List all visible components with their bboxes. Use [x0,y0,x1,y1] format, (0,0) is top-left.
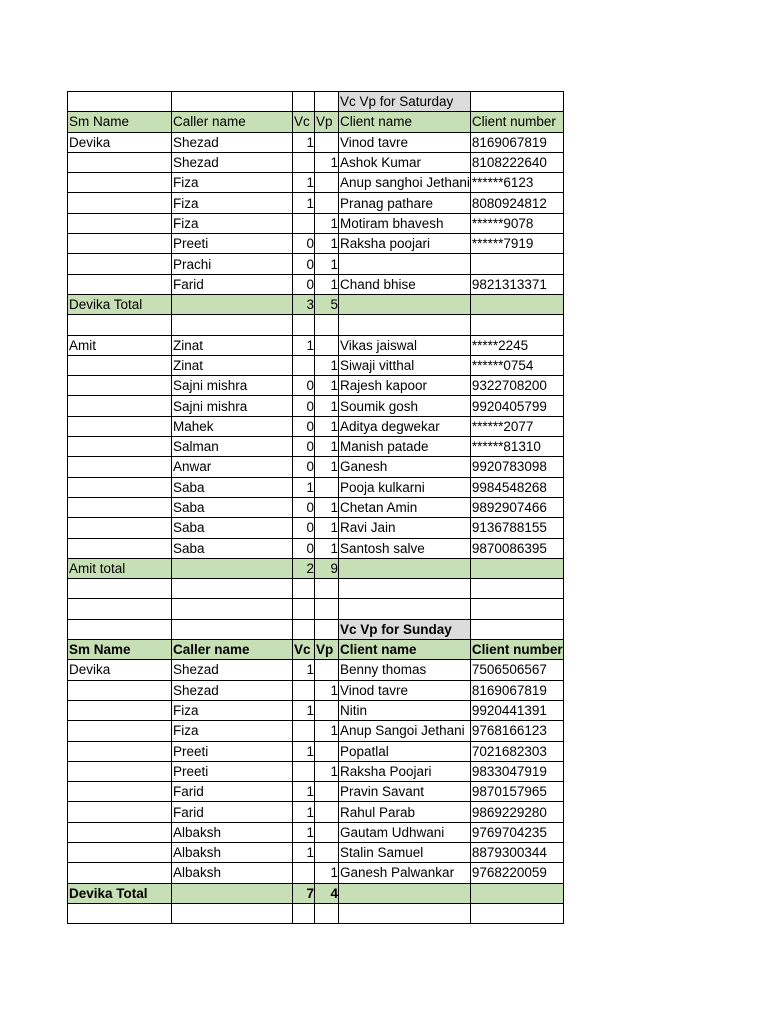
cell[interactable]: Anup Sangoi Jethani [339,721,471,741]
cell[interactable] [293,761,315,781]
table-row [68,863,564,883]
cell[interactable]: Ganesh [339,457,471,477]
cell[interactable] [68,234,172,254]
cell[interactable]: 1 [293,335,315,355]
cell[interactable] [68,497,172,517]
cell[interactable]: Devika Total [68,294,172,314]
cell[interactable]: Raksha poojari [339,234,471,254]
cell[interactable]: Zinat [172,355,293,375]
cell[interactable]: 1 [315,416,339,436]
cell[interactable] [172,92,293,112]
cell[interactable] [470,599,563,619]
cell[interactable]: Farid [172,782,293,802]
table-row [68,416,564,436]
cell[interactable] [68,538,172,558]
cell[interactable]: Pravin Savant [339,782,471,802]
cell[interactable]: 0 [293,538,315,558]
cell[interactable]: 2 [293,558,315,578]
cell[interactable]: ******81310 [470,437,563,457]
cell[interactable]: Anwar [172,457,293,477]
table-row [68,213,564,233]
cell[interactable]: Client number [470,640,563,660]
empty-row [68,315,564,335]
cell[interactable]: ******6123 [470,173,563,193]
cell[interactable]: Fiza [172,193,293,213]
table-row [68,132,564,152]
cell[interactable] [315,335,339,355]
cell[interactable] [293,355,315,375]
cell[interactable] [293,152,315,172]
cell[interactable]: Sm Name [68,640,172,660]
cell[interactable]: 0 [293,274,315,294]
cell[interactable] [315,903,339,923]
cell[interactable] [68,680,172,700]
cell[interactable]: Benny thomas [339,660,471,680]
cell[interactable]: 1 [315,396,339,416]
table-row [68,355,564,375]
table-row [68,680,564,700]
cell[interactable] [172,619,293,639]
cell[interactable] [68,903,172,923]
cell[interactable] [315,619,339,639]
cell[interactable] [293,579,315,599]
cell[interactable] [315,579,339,599]
cell[interactable]: Albaksh [172,842,293,862]
cell[interactable]: Saba [172,477,293,497]
table-row [68,741,564,761]
cell[interactable] [315,477,339,497]
cell[interactable]: 1 [293,741,315,761]
cell[interactable] [315,599,339,619]
cell[interactable]: 7 [293,883,315,903]
cell[interactable]: Aditya degwekar [339,416,471,436]
cell[interactable]: 9136788155 [470,518,563,538]
cell[interactable]: 0 [293,254,315,274]
cell[interactable]: Ravi Jain [339,518,471,538]
cell[interactable]: 9870157965 [470,782,563,802]
cell[interactable]: Albaksh [172,822,293,842]
title-row [68,619,564,639]
cell[interactable]: Fiza [172,173,293,193]
cell[interactable] [470,903,563,923]
cell[interactable]: Shezad [172,152,293,172]
cell[interactable] [68,842,172,862]
cell[interactable]: Client name [339,640,471,660]
header-row [68,640,564,660]
spreadsheet-body [68,92,564,924]
cell[interactable] [293,315,315,335]
cell[interactable] [470,619,563,639]
cell[interactable] [68,437,172,457]
table-row [68,173,564,193]
cell[interactable]: 1 [315,497,339,517]
cell[interactable]: Caller name [172,112,293,132]
cell[interactable]: Popatlal [339,741,471,761]
cell[interactable]: Vinod tavre [339,680,471,700]
cell[interactable]: 1 [293,193,315,213]
cell[interactable]: Ganesh Palwankar [339,863,471,883]
cell[interactable]: Fiza [172,213,293,233]
cell[interactable] [68,254,172,274]
cell[interactable]: Ashok Kumar [339,152,471,172]
cell[interactable] [315,92,339,112]
cell[interactable]: 0 [293,518,315,538]
cell[interactable] [339,254,471,274]
cell[interactable] [315,315,339,335]
cell[interactable]: 0 [293,234,315,254]
cell[interactable]: 0 [293,457,315,477]
cell[interactable] [68,274,172,294]
cell[interactable]: Fiza [172,700,293,720]
cell[interactable]: ******0754 [470,355,563,375]
cell[interactable]: 7021682303 [470,741,563,761]
cell[interactable]: 1 [315,376,339,396]
cell[interactable]: 9892907466 [470,497,563,517]
cell[interactable] [68,761,172,781]
cell[interactable]: Vikas jaiswal [339,335,471,355]
cell[interactable] [68,721,172,741]
cell[interactable]: Pranag pathare [339,193,471,213]
cell[interactable] [68,396,172,416]
table-row [68,234,564,254]
cell[interactable]: Sajni mishra [172,396,293,416]
cell[interactable] [68,457,172,477]
cell[interactable] [68,416,172,436]
cell[interactable] [68,315,172,335]
cell[interactable]: Farid [172,802,293,822]
table-row [68,193,564,213]
cell[interactable]: Zinat [172,335,293,355]
cell[interactable]: Mahek [172,416,293,436]
cell[interactable] [315,193,339,213]
cell[interactable] [68,193,172,213]
table-row [68,457,564,477]
cell[interactable] [293,863,315,883]
cell[interactable] [293,619,315,639]
cell[interactable] [68,518,172,538]
table-row [68,437,564,457]
cell[interactable]: 1 [315,863,339,883]
cell[interactable]: Chand bhise [339,274,471,294]
cell[interactable]: 9869229280 [470,802,563,822]
cell[interactable] [339,903,471,923]
cell[interactable]: 9768220059 [470,863,563,883]
cell[interactable] [470,883,563,903]
cell[interactable] [68,619,172,639]
cell[interactable]: ******7919 [470,234,563,254]
cell[interactable]: 9322708200 [470,376,563,396]
cell[interactable]: Vp [315,640,339,660]
cell[interactable] [339,558,471,578]
cell[interactable] [315,173,339,193]
cell[interactable]: 7506506567 [470,660,563,680]
cell[interactable]: 1 [315,274,339,294]
cell[interactable]: Gautam Udhwani [339,822,471,842]
cell[interactable] [470,315,563,335]
cell[interactable]: 8169067819 [470,680,563,700]
total-row [68,883,564,903]
cell[interactable]: ******9078 [470,213,563,233]
cell[interactable] [339,315,471,335]
table-row [68,396,564,416]
cell[interactable]: 9920441391 [470,700,563,720]
cell[interactable]: Shezad [172,132,293,152]
cell[interactable]: Devika [68,132,172,152]
cell[interactable]: 1 [293,132,315,152]
cell[interactable]: 8169067819 [470,132,563,152]
cell[interactable]: Amit [68,335,172,355]
cell[interactable]: Manish patade [339,437,471,457]
cell[interactable]: 1 [293,700,315,720]
table-row [68,152,564,172]
cell[interactable]: 9768166123 [470,721,563,741]
cell[interactable] [68,92,172,112]
cell[interactable] [68,152,172,172]
cell[interactable]: 3 [293,294,315,314]
cell[interactable]: 1 [315,680,339,700]
cell[interactable]: Farid [172,274,293,294]
cell[interactable] [339,599,471,619]
cell[interactable] [68,782,172,802]
cell[interactable]: Salman [172,437,293,457]
cell[interactable]: Rahul Parab [339,802,471,822]
cell[interactable]: 1 [315,437,339,457]
cell[interactable]: 1 [315,213,339,233]
cell[interactable]: Vp [315,112,339,132]
cell[interactable]: Sm Name [68,112,172,132]
cell[interactable] [172,883,293,903]
cell[interactable]: Preeti [172,761,293,781]
cell[interactable] [470,294,563,314]
cell[interactable]: 0 [293,396,315,416]
cell[interactable] [339,294,471,314]
table-row [68,822,564,842]
cell[interactable]: 0 [293,437,315,457]
table-row [68,700,564,720]
cell[interactable]: 0 [293,416,315,436]
cell[interactable]: Devika [68,660,172,680]
cell[interactable] [172,599,293,619]
cell[interactable] [68,173,172,193]
cell[interactable]: Amit total [68,558,172,578]
cell[interactable] [470,558,563,578]
cell[interactable] [172,294,293,314]
cell[interactable] [315,132,339,152]
cell[interactable]: Shezad [172,680,293,700]
cell[interactable]: Client number [470,112,563,132]
cell[interactable]: 1 [315,254,339,274]
table-row [68,802,564,822]
table-row [68,335,564,355]
cell[interactable]: Fiza [172,721,293,741]
cell[interactable]: 9920783098 [470,457,563,477]
cell[interactable] [68,213,172,233]
cell[interactable] [68,822,172,842]
cell[interactable]: Vc [293,640,315,660]
cell[interactable]: 9984548268 [470,477,563,497]
cell[interactable]: Pooja kulkarni [339,477,471,497]
cell[interactable]: ******2077 [470,416,563,436]
cell[interactable]: 1 [315,518,339,538]
cell[interactable] [315,660,339,680]
cell[interactable]: *****2245 [470,335,563,355]
cell[interactable]: Stalin Samuel [339,842,471,862]
cell[interactable]: 8080924812 [470,193,563,213]
cell[interactable]: Sajni mishra [172,376,293,396]
cell[interactable]: 0 [293,497,315,517]
cell[interactable]: Nitin [339,700,471,720]
cell[interactable]: Shezad [172,660,293,680]
spreadsheet-table [67,91,564,924]
cell[interactable]: Albaksh [172,863,293,883]
cell[interactable]: Saba [172,497,293,517]
cell[interactable]: Saba [172,518,293,538]
cell[interactable]: 4 [315,883,339,903]
cell[interactable]: Siwaji vitthal [339,355,471,375]
cell[interactable] [293,903,315,923]
cell[interactable]: Client name [339,112,471,132]
cell[interactable]: 1 [293,822,315,842]
total-row [68,294,564,314]
cell[interactable]: 8108222640 [470,152,563,172]
cell[interactable]: 1 [315,538,339,558]
table-row [68,538,564,558]
cell[interactable] [68,477,172,497]
cell[interactable]: 1 [293,477,315,497]
cell[interactable] [293,721,315,741]
cell[interactable]: 1 [315,234,339,254]
cell[interactable] [470,92,563,112]
cell[interactable] [172,315,293,335]
cell[interactable] [68,599,172,619]
table-row [68,761,564,781]
cell[interactable]: 9821313371 [470,274,563,294]
table-row [68,782,564,802]
table-row [68,842,564,862]
cell[interactable]: Vc [293,112,315,132]
cell[interactable] [315,782,339,802]
cell[interactable] [68,579,172,599]
table-row [68,254,564,274]
cell[interactable] [315,822,339,842]
cell[interactable]: 1 [293,842,315,862]
cell[interactable]: Raksha Poojari [339,761,471,781]
cell[interactable] [68,741,172,761]
title-row [68,92,564,112]
cell[interactable] [68,700,172,720]
cell[interactable] [470,579,563,599]
cell[interactable]: 1 [293,802,315,822]
cell[interactable] [172,903,293,923]
cell[interactable] [172,579,293,599]
cell[interactable]: 9920405799 [470,396,563,416]
cell[interactable] [293,92,315,112]
cell[interactable] [68,355,172,375]
cell[interactable]: 1 [315,457,339,477]
cell[interactable]: 1 [293,173,315,193]
cell[interactable] [315,700,339,720]
cell[interactable]: Preeti [172,741,293,761]
cell[interactable] [68,376,172,396]
cell[interactable]: Anup sanghoi Jethani [339,173,471,193]
cell[interactable]: Caller name [172,640,293,660]
empty-row [68,903,564,923]
cell[interactable] [68,802,172,822]
cell[interactable] [339,883,471,903]
cell[interactable] [68,863,172,883]
empty-row [68,599,564,619]
cell[interactable] [293,599,315,619]
cell[interactable]: 1 [315,761,339,781]
cell[interactable]: Vc Vp for Sunday [339,619,471,639]
cell[interactable]: 1 [293,660,315,680]
cell[interactable] [470,254,563,274]
cell[interactable]: Motiram bhavesh [339,213,471,233]
cell[interactable] [315,802,339,822]
cell[interactable] [293,680,315,700]
cell[interactable] [293,213,315,233]
cell[interactable]: Chetan Amin [339,497,471,517]
total-row [68,558,564,578]
cell[interactable]: 1 [293,782,315,802]
table-row [68,518,564,538]
cell[interactable]: Soumik gosh [339,396,471,416]
cell[interactable]: 9 [315,558,339,578]
cell[interactable]: 5 [315,294,339,314]
cell[interactable]: Vc Vp for Saturday [339,92,471,112]
cell[interactable]: Prachi [172,254,293,274]
cell[interactable]: 0 [293,376,315,396]
cell[interactable]: 9870086395 [470,538,563,558]
cell[interactable]: 1 [315,152,339,172]
cell[interactable]: Vinod tavre [339,132,471,152]
empty-row [68,579,564,599]
cell[interactable]: 1 [315,355,339,375]
cell[interactable]: Preeti [172,234,293,254]
table-row [68,376,564,396]
cell[interactable]: 8879300344 [470,842,563,862]
table-row [68,660,564,680]
cell[interactable]: Devika Total [68,883,172,903]
cell[interactable]: Saba [172,538,293,558]
cell[interactable]: 9769704235 [470,822,563,842]
cell[interactable] [315,842,339,862]
cell[interactable] [172,558,293,578]
table-row [68,274,564,294]
cell[interactable] [315,741,339,761]
header-row [68,112,564,132]
table-row [68,721,564,741]
cell[interactable]: 1 [315,721,339,741]
cell[interactable]: Santosh salve [339,538,471,558]
cell[interactable]: Rajesh kapoor [339,376,471,396]
cell[interactable]: 9833047919 [470,761,563,781]
cell[interactable] [339,579,471,599]
table-row [68,477,564,497]
table-row [68,497,564,517]
